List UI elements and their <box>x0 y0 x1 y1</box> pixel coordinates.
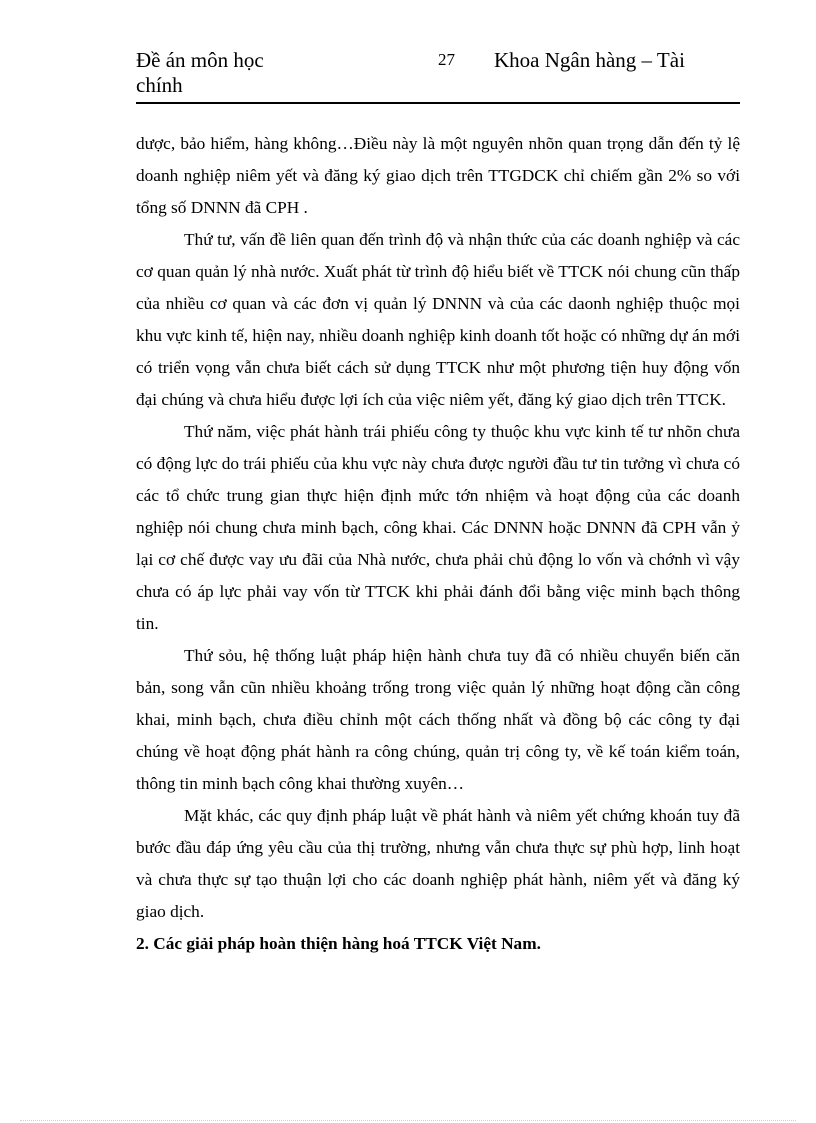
section-heading: 2. Các giải pháp hoàn thiện hàng hoá TTCK Việt Nam. <box>136 934 541 953</box>
page-header <box>136 48 740 104</box>
paragraph-thu-nam: Thứ năm, việc phát hành trái phiếu công ty thuộc khu vực kinh tế tư nhõn chưa có động lực do trái phiếu của khu vực này chưa được người đầu tư tin tưởng vì chưa có các tổ chức trung gian thực hiện định mức tớn nhiệm và hoạt động của các doanh nghiệp nói chung chưa minh bạch, công khai. Các DNNN hoặc DNNN đã CPH vẫn ỷ lại cơ chế được vay ưu đãi của Nhà nước, chưa phải chủ động lo vốn và chớnh vì vậy chưa có áp lực phải vay vốn từ TTCK khi phải đánh đổi bằng việc minh bạch thông tin. <box>136 422 740 633</box>
paragraph-thu-sau: Thứ sỏu, hệ thống luật pháp hiện hành chưa tuy đã có nhiều chuyển biến căn bản, song vẫn cũn nhiều khoảng trống trong việc quản lý những hoạt động cần công khai, minh bạch, chưa điều chỉnh một cách thống nhất và đồng bộ các công ty đại chúng về hoạt động phát hành ra công chúng, quản trị công ty, về kế toán kiểm toán, thông tin minh bạch công khai thường xuyên… <box>136 646 740 793</box>
header-faculty: Khoa Ngân hàng – Tài <box>494 48 685 72</box>
paragraph-mat-khac: Mặt khác, các quy định pháp luật về phát hành và niêm yết chứng khoán tuy đã bước đầu đáp ứng yêu cầu của thị trường, nhưng vẫn chưa thực sự phù hợp, linh hoạt và chưa thực sự tạo thuận lợi cho các doanh nghiệp phát hành, niêm yết và đăng ký giao dịch. <box>136 806 740 921</box>
page-bottom-divider <box>20 1120 796 1121</box>
document-body <box>136 128 740 960</box>
header-course-title: Đề án môn học chính <box>136 48 264 97</box>
page-number: 27 <box>438 50 455 69</box>
paragraph-thu-tu: Thứ tư, vấn đề liên quan đến trình độ và nhận thức của các doanh nghiệp và các cơ quan quản lý nhà nước. Xuất phát từ trình độ hiểu biết về TTCK nói chung cũn thấp của nhiều cơ quan và các đơn vị quản lý DNNN và của các daonh nghiệp thuộc mọi khu vực kinh tế, hiện nay, nhiều doanh nghiệp kinh doanh tốt hoặc có những dự án mới có triển vọng vẫn chưa biết cách sử dụng TTCK như một phương tiện huy động vốn đại chúng và chưa hiểu được lợi ích của việc niêm yết, đăng ký giao dịch trên TTCK. <box>136 230 740 409</box>
paragraph-continuation: dược, bảo hiểm, hàng không…Điều này là một nguyên nhõn quan trọng dẫn đến tỷ lệ doanh nghiệp niêm yết và đăng ký giao dịch trên TTGDCK chỉ chiếm gần 2% so với tổng số DNNN đã CPH . <box>136 134 740 217</box>
